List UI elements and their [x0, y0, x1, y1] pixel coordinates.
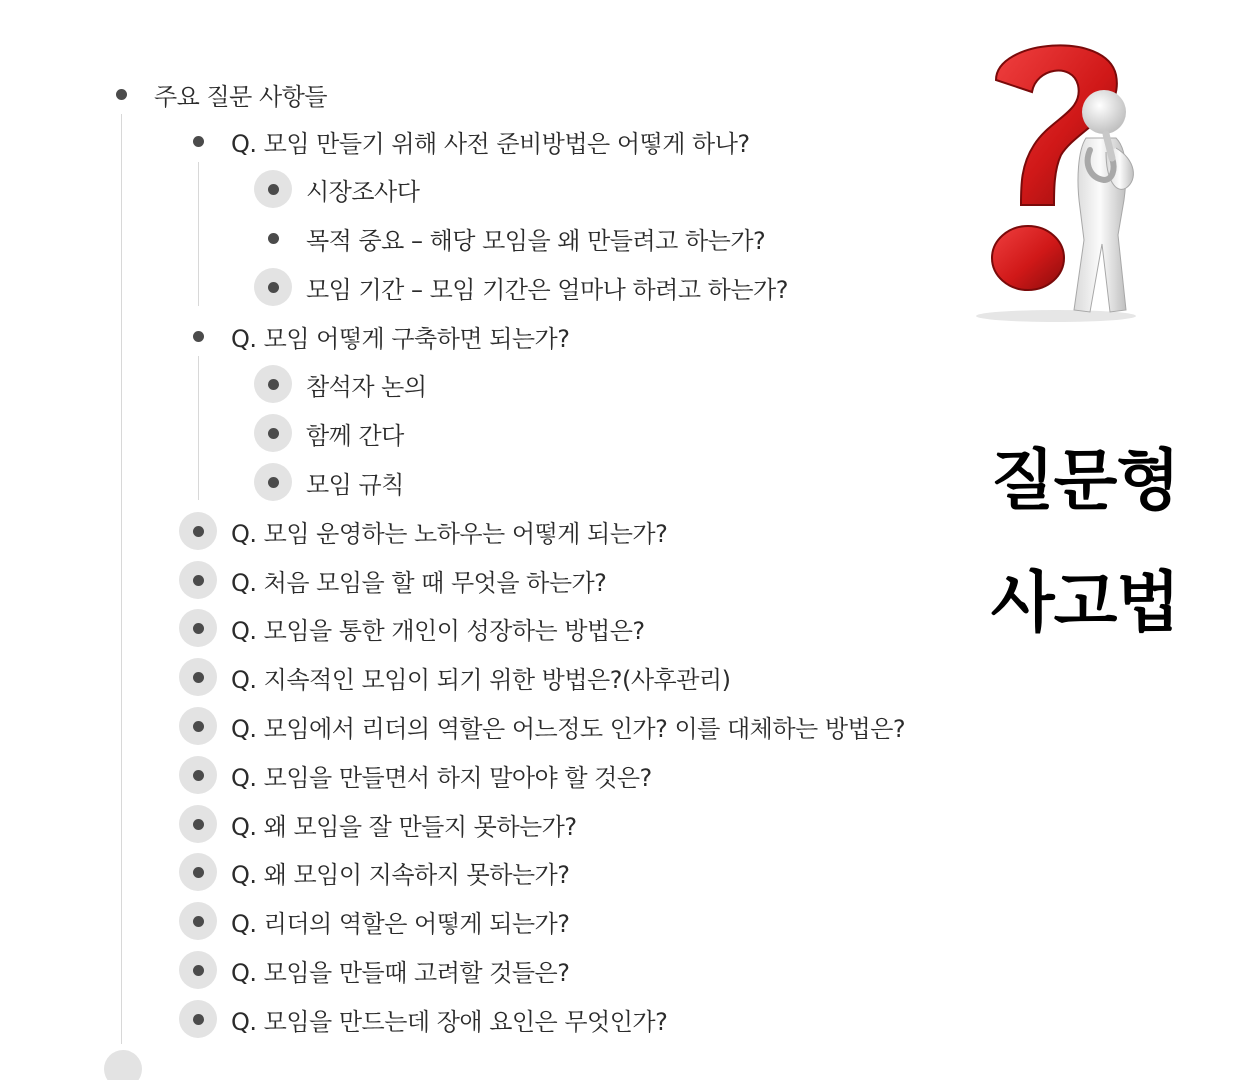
side-title	[960, 420, 1210, 664]
collapsed-bullet-icon[interactable]	[254, 170, 292, 208]
outline-item-q2-child-2[interactable]	[254, 413, 404, 453]
outline-item-label: 시장조사다	[306, 177, 420, 206]
outline-item-question[interactable]	[179, 852, 569, 892]
outline-item-label: Q. 모임을 통한 개인이 성장하는 방법은?	[231, 616, 645, 645]
collapsed-bullet-icon[interactable]	[179, 951, 217, 989]
outline-item-question[interactable]	[179, 560, 606, 600]
bullet-icon[interactable]	[179, 317, 217, 355]
outline-item-label: Q. 모임 만들기 위해 사전 준비방법은 어떻게 하나?	[231, 129, 750, 158]
outline-item-q2[interactable]	[179, 316, 569, 356]
collapsed-bullet-icon[interactable]	[179, 805, 217, 843]
outline-item-question[interactable]	[179, 608, 645, 648]
outline-item-question[interactable]	[179, 511, 667, 551]
thinking-figure-illustration	[966, 30, 1166, 330]
outline-item-label: Q. 모임에서 리더의 역할은 어느정도 인가? 이를 대체하는 방법은?	[231, 714, 906, 743]
outline-item-label: 모임 기간 – 모임 기간은 얼마나 하려고 하는가?	[306, 275, 788, 304]
outline-item-question[interactable]	[179, 999, 667, 1039]
outline-item-label: Q. 모임을 만드는데 장애 요인은 무엇인가?	[231, 1007, 668, 1036]
outline-item-label: Q. 왜 모임이 지속하지 못하는가?	[231, 860, 570, 889]
outline-item-clipped[interactable]	[104, 1046, 524, 1080]
outline-item-q1-child-3[interactable]	[254, 267, 788, 307]
outline-item-label: 참석자 논의	[306, 372, 427, 401]
outline-item-question[interactable]	[179, 706, 905, 746]
outline-item-question[interactable]	[179, 804, 577, 844]
outline-item-label: 목적 중요 – 해당 모임을 왜 만들려고 하는가?	[306, 226, 766, 255]
side-title-line-1: 질문형	[990, 442, 1180, 519]
outline-item-label: 주요 질문 사항들	[154, 82, 328, 111]
collapsed-bullet-icon[interactable]	[254, 463, 292, 501]
outline-item-label: Q. 모임 운영하는 노하우는 어떻게 되는가?	[231, 519, 668, 548]
collapsed-bullet-icon[interactable]	[104, 1050, 142, 1080]
collapsed-bullet-icon[interactable]	[179, 658, 217, 696]
collapsed-bullet-icon[interactable]	[179, 609, 217, 647]
collapsed-bullet-icon[interactable]	[254, 414, 292, 452]
outline-item-label: Q. 모임을 만들면서 하지 말아야 할 것은?	[231, 763, 652, 792]
outline-guide-q2	[198, 356, 199, 500]
collapsed-bullet-icon[interactable]	[254, 268, 292, 306]
collapsed-bullet-icon[interactable]	[179, 853, 217, 891]
outline-item-label: Q. 처음 모임을 할 때 무엇을 하는가?	[231, 568, 607, 597]
outline-item-label: Q. 왜 모임을 잘 만들지 못하는가?	[231, 812, 577, 841]
collapsed-bullet-icon[interactable]	[179, 561, 217, 599]
outline-guide-root	[121, 114, 122, 1044]
outline-item-q2-child-1[interactable]	[254, 364, 427, 404]
outline-item-label: 함께 간다	[306, 421, 404, 450]
outline-item-root[interactable]	[102, 74, 327, 114]
outline-item-label: Q. 리더의 역할은 어떻게 되는가?	[231, 909, 570, 938]
outline-item-question[interactable]	[179, 901, 569, 941]
bullet-icon[interactable]	[254, 219, 292, 257]
outline-item-label: 모임 규칙	[306, 470, 404, 499]
collapsed-bullet-icon[interactable]	[179, 512, 217, 550]
side-title-line-2: 사고법	[990, 564, 1180, 641]
collapsed-bullet-icon[interactable]	[254, 365, 292, 403]
outline-item-label: Q. 모임 어떻게 구축하면 되는가?	[231, 324, 570, 353]
outline-item-q1-child-2[interactable]	[254, 218, 765, 258]
bullet-icon[interactable]	[179, 122, 217, 160]
outline-item-label: Q. 지속적인 모임이 되기 위한 방법은?(사후관리)	[231, 665, 731, 694]
collapsed-bullet-icon[interactable]	[179, 902, 217, 940]
outline-item-question[interactable]	[179, 657, 730, 697]
outline-item-question[interactable]	[179, 755, 652, 795]
collapsed-bullet-icon[interactable]	[179, 1000, 217, 1038]
collapsed-bullet-icon[interactable]	[179, 707, 217, 745]
outline-item-q1-child-1[interactable]	[254, 169, 419, 209]
outline-item-q2-child-3[interactable]	[254, 462, 404, 502]
outline-guide-q1	[198, 162, 199, 306]
collapsed-bullet-icon[interactable]	[179, 756, 217, 794]
outline-item-question[interactable]	[179, 950, 569, 990]
bullet-icon[interactable]	[102, 75, 140, 113]
outline-item-q1[interactable]	[179, 121, 750, 161]
outline-item-label: Q. 모임을 만들때 고려할 것들은?	[231, 958, 570, 987]
